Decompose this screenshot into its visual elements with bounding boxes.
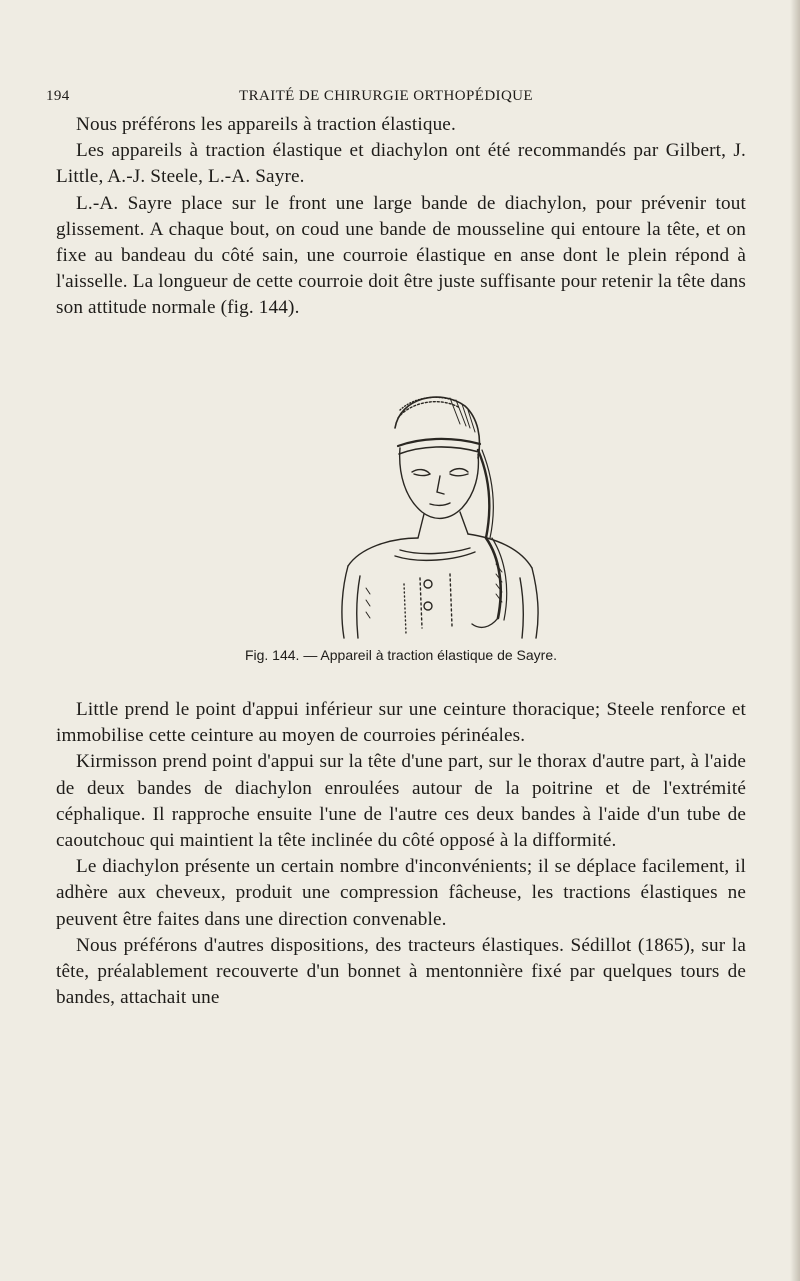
paragraph: L.-A. Sayre place sur le front une large bande de diachylon, pour prévenir tout glissement. A chaque bout, on coud une bande de mousseline qui entoure la tête, et on fixe au bandeau du côté sain, une courroie élastique en anse dont le plein répond à l'aisselle. La longueur de cette courroie doit être juste suffisante pour retenir la tête dans son attitude normale (fig. 144). <box>56 192 746 319</box>
figure-caption: Fig. 144. — Appareil à traction élastique de Sayre. <box>244 647 558 663</box>
paragraph: Kirmisson prend point d'appui sur la tête d'une part, sur le thorax d'autre part, à l'aide de deux bandes de diachylon enroulées autour de la poitrine et de l'extrémité céphalique. Il rapproche ensuite l'une de l'autre ces deux bandes à l'aide d'un tube de caoutchouc qui maintient la tête inclinée du côté opposé à la difformité. <box>56 751 746 852</box>
text-block-top <box>56 112 746 322</box>
paragraph: Little prend le point d'appui inférieur sur une ceinture thoracique; Steele renforce et immobilise cette ceinture au moyen de courroies périnéales. <box>56 699 746 747</box>
figure-144-illustration <box>300 388 540 640</box>
page-edge-shadow <box>790 0 800 1281</box>
running-title: TRAITÉ DE CHIRURGIE ORTHOPÉDIQUE <box>239 88 533 104</box>
paragraph: Nous préférons d'autres dispositions, des tracteurs élastiques. Sédillot (1865), sur la tête, préalablement recouverte d'un bonnet à mentonnière fixé par quelques tours de bandes, attachait une <box>56 934 746 1009</box>
text-block-bottom <box>56 697 746 1011</box>
paragraph: Les appareils à traction élastique et diachylon ont été recommandés par Gilbert, J. Little, A.-J. Steele, L.-A. Sayre. <box>56 140 746 188</box>
paragraph: Le diachylon présente un certain nombre d'inconvénients; il se déplace facilement, il adhère aux cheveux, produit une compression fâcheuse, les tractions élastiques ne peuvent être faites dans une direction convenable. <box>56 856 746 930</box>
page-number: 194 <box>46 88 70 104</box>
paragraph: Nous préférons les appareils à traction élastique. <box>76 114 456 135</box>
